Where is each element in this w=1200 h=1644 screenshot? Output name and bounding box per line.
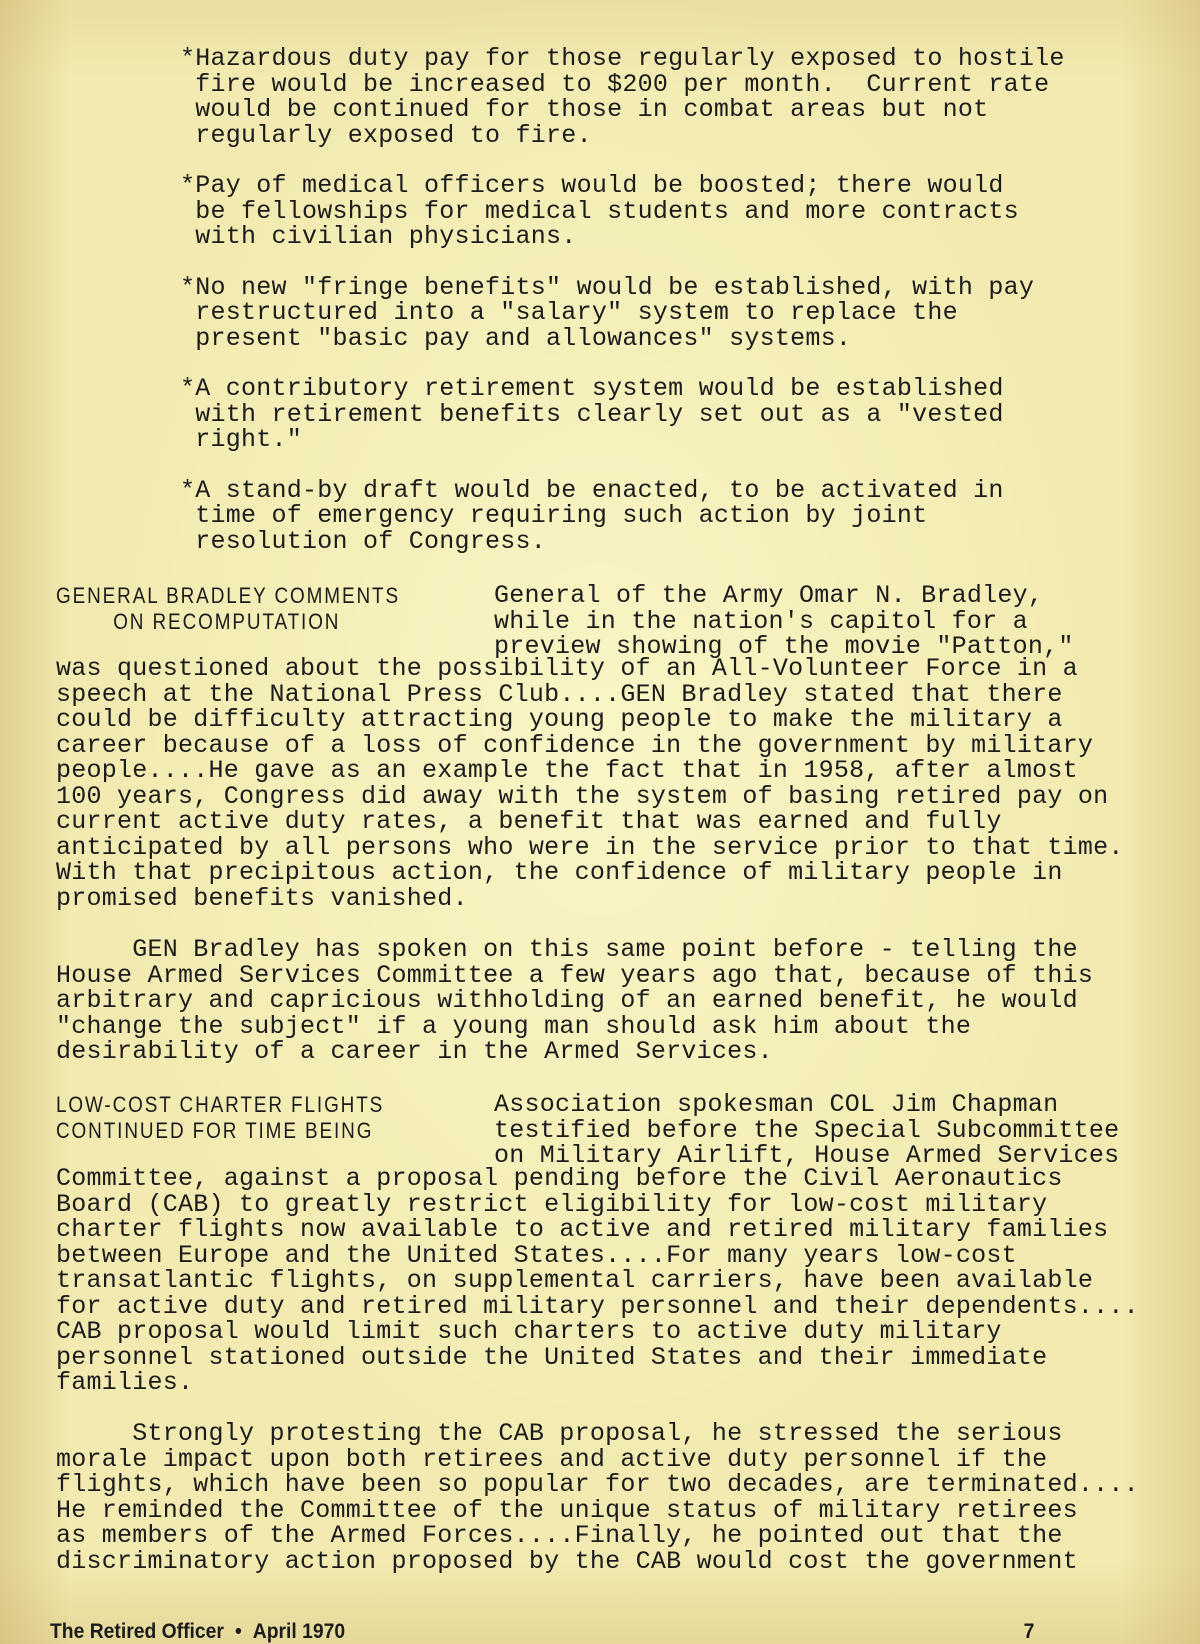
bullet-standby-draft: *A stand-by draft would be enacted, to be activated in time of emergency requiring such action by joint resolution of Congress. xyxy=(180,475,1004,556)
bullet-list xyxy=(180,46,1065,554)
section-paragraph-charter-1: Committee, against a proposal pending before the Civil Aeronautics Board (CAB) to greatly restrict eligibility for low-cost military charter flights now available to active and retired military families between Europe and the United States....For many years low-cost transatlantic flights, on supplemental carriers, have been available for active duty and retired military personnel and their dependents.... CAB proposal would limit such charters to active duty military personnel stationed outside the United States and their immediate families. xyxy=(56,1164,1139,1397)
footer-date: April 1970 xyxy=(252,1620,346,1643)
section-heading-charter-flights: LOW-COST CHARTER FLIGHTS CONTINUED FOR TIME BEING xyxy=(56,1092,385,1143)
page-footer xyxy=(50,1620,1034,1644)
footer-separator: • xyxy=(234,1620,242,1643)
section-lead-bradley: General of the Army Omar N. Bradley, while in the nation's capitol for a preview showing of the movie "Patton," xyxy=(494,581,1074,661)
section-heading-bradley: GENERAL BRADLEY COMMENTS ON RECOMPUTATION xyxy=(56,583,400,634)
section-paragraph-charter-2: Strongly protesting the CAB proposal, he stressed the serious morale impact upon both retirees and active duty personnel if the flights, which have been so popular for two decades, are terminated.... He reminded the Committee of the unique status of military retirees as members of the Armed Forces....Finally, he pointed out that the discriminatory action proposed by the CAB would cost the government xyxy=(56,1419,1139,1576)
bullet-fringe-benefits: *No new "fringe benefits" would be established, with pay restructured into a "salary" system to replace the present "basic pay and allowances" systems. xyxy=(180,272,1035,353)
section-paragraph-bradley-2: GEN Bradley has spoken on this same point before - telling the House Armed Services Committee a few years ago that, because of this arbitrary and capricious withholding of an earned benefit, he would "change the subject" if a young man should ask him about the desirability of a career in the Armed Services. xyxy=(56,935,1094,1066)
footer-publication-info xyxy=(50,1620,345,1644)
bullet-contributory-retirement: *A contributory retirement system would be established with retirement benefits clearly set out as a "vested right." xyxy=(180,374,1004,454)
footer-publication: The Retired Officer xyxy=(50,1620,224,1643)
section-lead-charter-flights: Association spokesman COL Jim Chapman testified before the Special Subcommittee on Military Airlift, House Armed Services xyxy=(494,1090,1120,1170)
section-paragraph-bradley-1: was questioned about the possibility of an All-Volunteer Force in a speech at the National Press Club....GEN Bradley stated that there could be difficulty attracting young people to make the military a career because of a loss of confidence in the government by military people....He gave as an example the fact that in 1958, after almost 100 years, Congress did away with the system of basing retired pay on current active duty rates, a benefit that was earned and fully anticipated by all persons who were in the service prior to that time. With that precipitous action, the confidence of military people in promised benefits vanished. xyxy=(56,654,1124,913)
bullet-medical-officers-pay: *Pay of medical officers would be boosted; there would be fellowships for medical students and more contracts with civilian physicians. xyxy=(180,171,1019,251)
page-number: 7 xyxy=(1023,1620,1035,1643)
bullet-hazardous-duty-pay: *Hazardous duty pay for those regularly exposed to hostile fire would be increased to $200 per month. Current rate would be continued for those in combat areas but not regularly exposed to fire. xyxy=(180,44,1065,150)
